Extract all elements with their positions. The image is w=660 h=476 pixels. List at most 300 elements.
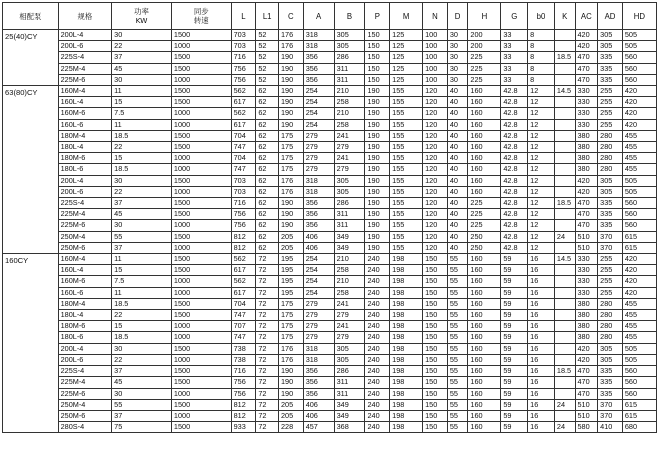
table-cell: 225 — [468, 220, 501, 231]
table-cell: 16 — [528, 388, 555, 399]
col-header-L: L — [231, 3, 256, 30]
table-cell: 240 — [365, 377, 390, 388]
table-cell: 11 — [112, 119, 172, 130]
table-cell: 72 — [256, 410, 279, 421]
table-row — [3, 74, 657, 85]
table-cell: 40 — [447, 220, 468, 231]
table-cell: 62 — [256, 198, 279, 209]
table-cell — [554, 119, 575, 130]
table-cell: 279 — [303, 142, 334, 153]
table-cell: 8 — [528, 30, 555, 41]
table-cell: 33 — [501, 41, 528, 52]
table-cell: 16 — [528, 332, 555, 343]
table-cell: 125 — [390, 52, 423, 63]
table-cell: 370 — [598, 399, 623, 410]
table-cell: 200L-4 — [58, 175, 112, 186]
table-cell: 16 — [528, 399, 555, 410]
table-cell: 560 — [622, 198, 656, 209]
table-cell: 1000 — [171, 276, 231, 287]
table-cell: 562 — [231, 86, 256, 97]
table-cell: 305 — [598, 186, 623, 197]
table-cell: 55 — [447, 298, 468, 309]
table-cell: 617 — [231, 97, 256, 108]
table-cell: 59 — [501, 399, 528, 410]
table-cell: 18.5 — [112, 164, 172, 175]
table-cell: 160M-4 — [58, 86, 112, 97]
table-cell: 15 — [112, 321, 172, 332]
table-cell: 33 — [501, 63, 528, 74]
table-cell: 258 — [334, 265, 365, 276]
table-cell: 505 — [622, 186, 656, 197]
table-cell: 190 — [365, 164, 390, 175]
table-cell: 55 — [447, 354, 468, 365]
table-cell: 40 — [447, 108, 468, 119]
table-cell: 59 — [501, 287, 528, 298]
table-cell: 505 — [622, 343, 656, 354]
table-cell: 255 — [598, 254, 623, 265]
table-cell: 1000 — [171, 321, 231, 332]
table-cell — [554, 220, 575, 231]
table-cell: 200 — [468, 30, 501, 41]
table-cell: 55 — [447, 254, 468, 265]
table-cell — [554, 186, 575, 197]
table-cell: 175 — [278, 142, 303, 153]
table-cell: 380 — [575, 332, 598, 343]
table-cell: 420 — [575, 41, 598, 52]
table-cell: 120 — [423, 175, 448, 186]
table-cell — [554, 30, 575, 41]
table-cell: 160 — [468, 332, 501, 343]
table-cell: 255 — [598, 287, 623, 298]
table-cell: 279 — [303, 298, 334, 309]
table-cell: 40 — [447, 209, 468, 220]
table-cell: 42.8 — [501, 175, 528, 186]
table-cell: 756 — [231, 220, 256, 231]
table-cell: 255 — [598, 108, 623, 119]
table-cell: 59 — [501, 265, 528, 276]
table-cell: 22 — [112, 310, 172, 321]
table-cell: 1000 — [171, 287, 231, 298]
table-cell — [554, 108, 575, 119]
table-cell: 225 — [468, 198, 501, 209]
table-cell: 356 — [303, 377, 334, 388]
table-cell — [554, 388, 575, 399]
table-cell: 318 — [303, 343, 334, 354]
table-cell: 150 — [423, 399, 448, 410]
table-cell: 42.8 — [501, 119, 528, 130]
table-cell: 505 — [622, 30, 656, 41]
table-cell: 279 — [303, 321, 334, 332]
table-cell: 7.5 — [112, 276, 172, 287]
table-cell: 617 — [231, 265, 256, 276]
table-cell: 420 — [622, 86, 656, 97]
table-cell — [554, 74, 575, 85]
table-cell: 190 — [365, 220, 390, 231]
table-cell: 198 — [390, 377, 423, 388]
table-cell: 205 — [278, 242, 303, 253]
table-cell: 255 — [598, 97, 623, 108]
table-cell: 286 — [334, 198, 365, 209]
table-cell: 62 — [256, 97, 279, 108]
table-row — [3, 388, 657, 399]
table-cell: 410 — [598, 422, 623, 433]
table-cell: 335 — [598, 209, 623, 220]
table-cell: 356 — [303, 198, 334, 209]
table-cell: 279 — [334, 142, 365, 153]
table-cell: 190 — [365, 186, 390, 197]
table-cell: 615 — [622, 399, 656, 410]
table-cell: 1000 — [171, 332, 231, 343]
table-cell — [554, 130, 575, 141]
table-cell: 120 — [423, 86, 448, 97]
table-cell: 286 — [334, 52, 365, 63]
table-cell — [554, 377, 575, 388]
table-cell: 12 — [528, 119, 555, 130]
table-cell: 16 — [528, 276, 555, 287]
table-cell: 311 — [334, 377, 365, 388]
table-cell: 11 — [112, 86, 172, 97]
table-cell: 470 — [575, 388, 598, 399]
pump-group-cell: 25(40)CY — [3, 30, 59, 86]
table-row — [3, 186, 657, 197]
table-cell: 279 — [334, 164, 365, 175]
table-cell: 55 — [447, 332, 468, 343]
table-cell: 42.8 — [501, 209, 528, 220]
table-cell: 200 — [468, 41, 501, 52]
table-cell: 210 — [334, 276, 365, 287]
table-cell: 716 — [231, 198, 256, 209]
table-row — [3, 209, 657, 220]
col-header-N: N — [423, 3, 448, 30]
table-cell: 37 — [112, 198, 172, 209]
table-row — [3, 276, 657, 287]
table-cell: 72 — [256, 422, 279, 433]
table-cell: 225M-6 — [58, 220, 112, 231]
table-cell: 457 — [303, 422, 334, 433]
table-cell: 254 — [303, 97, 334, 108]
table-cell — [554, 354, 575, 365]
table-cell: 59 — [501, 388, 528, 399]
table-cell: 125 — [390, 63, 423, 74]
table-cell: 55 — [447, 287, 468, 298]
table-cell: 155 — [390, 231, 423, 242]
table-cell: 1500 — [171, 209, 231, 220]
table-cell: 30 — [447, 41, 468, 52]
table-cell: 12 — [528, 153, 555, 164]
table-cell: 240 — [365, 410, 390, 421]
table-cell: 1500 — [171, 310, 231, 321]
table-cell: 37 — [112, 366, 172, 377]
table-cell: 72 — [256, 343, 279, 354]
table-cell: 756 — [231, 209, 256, 220]
table-cell: 62 — [256, 86, 279, 97]
table-cell: 59 — [501, 254, 528, 265]
table-cell: 16 — [528, 377, 555, 388]
table-cell: 120 — [423, 231, 448, 242]
table-cell: 380 — [575, 153, 598, 164]
table-cell: 280 — [598, 321, 623, 332]
table-cell: 18.5 — [554, 198, 575, 209]
table-cell: 120 — [423, 209, 448, 220]
table-cell: 1500 — [171, 422, 231, 433]
table-cell: 470 — [575, 220, 598, 231]
table-cell: 55 — [447, 366, 468, 377]
table-cell: 562 — [231, 254, 256, 265]
table-cell: 420 — [622, 119, 656, 130]
table-cell: 33 — [501, 30, 528, 41]
table-row — [3, 231, 657, 242]
table-cell: 59 — [501, 276, 528, 287]
table-row — [3, 332, 657, 343]
table-cell: 62 — [256, 220, 279, 231]
table-cell: 356 — [303, 366, 334, 377]
table-cell: 615 — [622, 231, 656, 242]
table-cell: 55 — [447, 265, 468, 276]
table-cell: 16 — [528, 422, 555, 433]
table-cell: 155 — [390, 198, 423, 209]
col-header-H: H — [468, 3, 501, 30]
table-cell: 52 — [256, 74, 279, 85]
table-row — [3, 220, 657, 231]
table-cell: 18.5 — [554, 366, 575, 377]
table-cell: 560 — [622, 220, 656, 231]
table-cell: 1500 — [171, 142, 231, 153]
table-cell: 62 — [256, 209, 279, 220]
table-cell: 176 — [278, 30, 303, 41]
table-cell: 455 — [622, 142, 656, 153]
table-cell: 240 — [365, 399, 390, 410]
table-row — [3, 164, 657, 175]
table-cell: 55 — [447, 410, 468, 421]
table-cell: 420 — [575, 354, 598, 365]
table-cell: 12 — [528, 186, 555, 197]
table-cell: 195 — [278, 254, 303, 265]
table-cell: 335 — [598, 63, 623, 74]
table-cell: 72 — [256, 265, 279, 276]
table-cell: 175 — [278, 298, 303, 309]
table-cell: 150 — [423, 422, 448, 433]
table-cell: 335 — [598, 74, 623, 85]
table-cell: 160 — [468, 321, 501, 332]
table-cell: 72 — [256, 276, 279, 287]
table-cell: 703 — [231, 41, 256, 52]
table-cell: 55 — [447, 388, 468, 399]
table-cell: 305 — [598, 175, 623, 186]
table-cell — [554, 298, 575, 309]
table-cell: 180L-6 — [58, 332, 112, 343]
table-cell: 59 — [501, 377, 528, 388]
table-cell: 160 — [468, 343, 501, 354]
table-cell: 704 — [231, 153, 256, 164]
table-cell: 30 — [447, 52, 468, 63]
table-cell: 747 — [231, 332, 256, 343]
table-cell: 176 — [278, 343, 303, 354]
table-cell: 380 — [575, 142, 598, 153]
table-cell: 11 — [112, 254, 172, 265]
table-cell: 150 — [423, 321, 448, 332]
table-cell: 42.8 — [501, 164, 528, 175]
table-cell: 198 — [390, 265, 423, 276]
table-cell: 198 — [390, 366, 423, 377]
table-cell: 42.8 — [501, 153, 528, 164]
table-cell: 240 — [365, 298, 390, 309]
table-row — [3, 175, 657, 186]
table-cell: 703 — [231, 175, 256, 186]
table-cell: 311 — [334, 63, 365, 74]
table-cell: 55 — [447, 276, 468, 287]
table-cell: 703 — [231, 30, 256, 41]
table-cell: 560 — [622, 52, 656, 63]
table-cell: 18.5 — [112, 130, 172, 141]
table-cell — [554, 276, 575, 287]
table-cell: 180M-6 — [58, 153, 112, 164]
table-cell: 12 — [528, 97, 555, 108]
table-cell: 190 — [278, 52, 303, 63]
table-row — [3, 198, 657, 209]
table-cell: 160 — [468, 310, 501, 321]
col-header-D: D — [447, 3, 468, 30]
table-cell: 155 — [390, 130, 423, 141]
table-cell: 195 — [278, 287, 303, 298]
table-cell: 254 — [303, 287, 334, 298]
table-cell: 12 — [528, 175, 555, 186]
table-cell: 254 — [303, 254, 334, 265]
table-cell: 42.8 — [501, 231, 528, 242]
table-cell: 42.8 — [501, 242, 528, 253]
table-cell: 349 — [334, 399, 365, 410]
table-cell: 62 — [256, 130, 279, 141]
table-cell: 1000 — [171, 354, 231, 365]
table-cell: 16 — [528, 287, 555, 298]
table-cell: 160 — [468, 130, 501, 141]
table-cell: 240 — [365, 321, 390, 332]
table-row — [3, 30, 657, 41]
table-cell: 615 — [622, 242, 656, 253]
col-header-spec: 规格 — [58, 3, 112, 30]
table-cell: 562 — [231, 108, 256, 119]
table-cell: 470 — [575, 377, 598, 388]
table-cell: 198 — [390, 287, 423, 298]
table-row — [3, 63, 657, 74]
table-cell: 279 — [303, 130, 334, 141]
table-cell: 160 — [468, 287, 501, 298]
table-cell: 240 — [365, 276, 390, 287]
table-row — [3, 119, 657, 130]
table-cell: 280 — [598, 153, 623, 164]
table-cell: 160M-6 — [58, 108, 112, 119]
table-cell: 30 — [447, 63, 468, 74]
table-cell: 16 — [528, 254, 555, 265]
table-cell: 150 — [365, 41, 390, 52]
table-cell: 45 — [112, 209, 172, 220]
table-cell: 100 — [423, 30, 448, 41]
table-cell: 16 — [528, 366, 555, 377]
table-cell: 72 — [256, 366, 279, 377]
table-cell: 305 — [598, 354, 623, 365]
table-cell: 11 — [112, 287, 172, 298]
table-cell: 72 — [256, 298, 279, 309]
table-cell: 190 — [365, 130, 390, 141]
table-cell — [554, 41, 575, 52]
table-cell: 738 — [231, 343, 256, 354]
table-cell: 455 — [622, 298, 656, 309]
table-cell: 125 — [390, 30, 423, 41]
table-cell: 198 — [390, 254, 423, 265]
table-cell: 560 — [622, 366, 656, 377]
table-cell: 150 — [423, 287, 448, 298]
table-cell: 72 — [256, 377, 279, 388]
table-cell: 62 — [256, 108, 279, 119]
table-cell: 37 — [112, 242, 172, 253]
table-cell: 155 — [390, 86, 423, 97]
table-cell: 198 — [390, 310, 423, 321]
table-row — [3, 377, 657, 388]
table-cell: 40 — [447, 130, 468, 141]
table-cell: 560 — [622, 63, 656, 74]
table-cell: 1500 — [171, 254, 231, 265]
table-cell: 510 — [575, 410, 598, 421]
table-cell: 280 — [598, 310, 623, 321]
table-cell: 335 — [598, 220, 623, 231]
table-cell: 22 — [112, 41, 172, 52]
table-cell: 150 — [423, 343, 448, 354]
table-cell: 150 — [423, 310, 448, 321]
table-row — [3, 254, 657, 265]
table-cell: 198 — [390, 354, 423, 365]
table-cell: 455 — [622, 332, 656, 343]
table-cell: 120 — [423, 242, 448, 253]
table-cell: 155 — [390, 175, 423, 186]
table-cell: 190 — [365, 209, 390, 220]
table-cell: 455 — [622, 321, 656, 332]
table-cell: 150 — [423, 298, 448, 309]
table-cell: 190 — [365, 119, 390, 130]
table-cell: 15 — [112, 265, 172, 276]
table-cell: 1000 — [171, 153, 231, 164]
table-cell: 33 — [501, 74, 528, 85]
table-cell: 617 — [231, 287, 256, 298]
col-header-B: B — [334, 3, 365, 30]
table-body — [3, 30, 657, 433]
table-cell: 42.8 — [501, 220, 528, 231]
col-header-power: 功率 KW — [112, 3, 172, 30]
table-cell: 250 — [468, 231, 501, 242]
table-cell: 756 — [231, 377, 256, 388]
table-cell: 190 — [365, 198, 390, 209]
col-header-M: M — [390, 3, 423, 30]
table-row — [3, 86, 657, 97]
table-cell: 12 — [528, 130, 555, 141]
table-cell: 311 — [334, 388, 365, 399]
table-cell: 470 — [575, 63, 598, 74]
col-header-C: C — [278, 3, 303, 30]
table-cell: 510 — [575, 242, 598, 253]
table-cell: 72 — [256, 287, 279, 298]
table-cell: 175 — [278, 130, 303, 141]
table-cell: 155 — [390, 164, 423, 175]
table-cell: 225M-6 — [58, 74, 112, 85]
table-cell: 190 — [278, 220, 303, 231]
table-cell: 356 — [303, 52, 334, 63]
table-cell: 16 — [528, 321, 555, 332]
table-cell — [554, 242, 575, 253]
table-cell: 420 — [575, 175, 598, 186]
table-cell: 150 — [423, 276, 448, 287]
table-row — [3, 321, 657, 332]
table-cell: 505 — [622, 354, 656, 365]
table-cell: 160 — [468, 119, 501, 130]
table-cell: 160 — [468, 108, 501, 119]
